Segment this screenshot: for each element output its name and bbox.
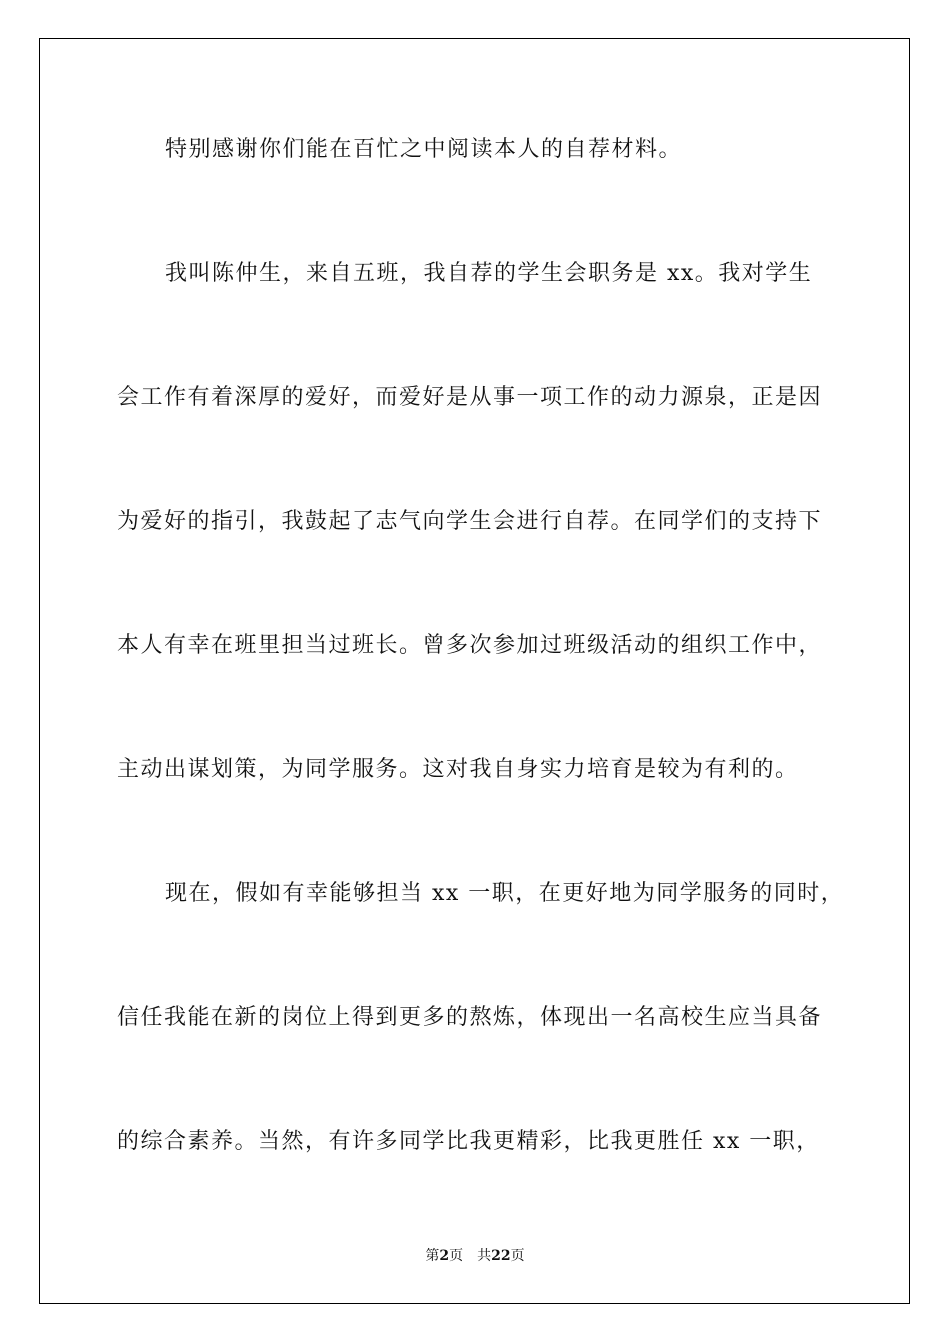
footer-total-prefix: 共 xyxy=(477,1248,492,1264)
text-line-4: 为爱好的指引，我鼓起了志气向学生会进行自荐。在同学们的支持下 xyxy=(117,509,823,534)
footer-page-prefix: 第 xyxy=(425,1248,440,1264)
text-line-5: 本人有幸在班里担当过班长。曾多次参加过班级活动的组织工作中， xyxy=(117,633,823,658)
footer-total-suffix: 页 xyxy=(510,1248,525,1264)
text-line-1: 特别感谢你们能在百忙之中阅读本人的自荐材料。 xyxy=(165,137,683,162)
footer-total-pages: 22 xyxy=(491,1248,511,1264)
text-line-6: 主动出谋划策，为同学服务。这对我自身实力培育是较为有利的。 xyxy=(117,757,799,782)
text-line-9: 的综合素养。当然，有许多同学比我更精彩，比我更胜任 xx 一职， xyxy=(117,1129,820,1154)
text-line-7: 现在，假如有幸能够担当 xx 一职，在更好地为同学服务的同时， xyxy=(165,881,845,906)
footer-page-number: 2 xyxy=(439,1248,450,1264)
text-line-3: 会工作有着深厚的爱好，而爱好是从事一项工作的动力源泉，正是因 xyxy=(117,385,823,410)
page-footer xyxy=(0,1245,950,1265)
page-border xyxy=(39,38,910,1304)
text-line-8: 信任我能在新的岗位上得到更多的熬炼，体现出一名高校生应当具备 xyxy=(117,1005,823,1030)
text-line-2: 我叫陈仲生，来自五班，我自荐的学生会职务是 xx。我对学生 xyxy=(165,261,813,286)
footer-page-suffix: 页 xyxy=(449,1248,464,1264)
